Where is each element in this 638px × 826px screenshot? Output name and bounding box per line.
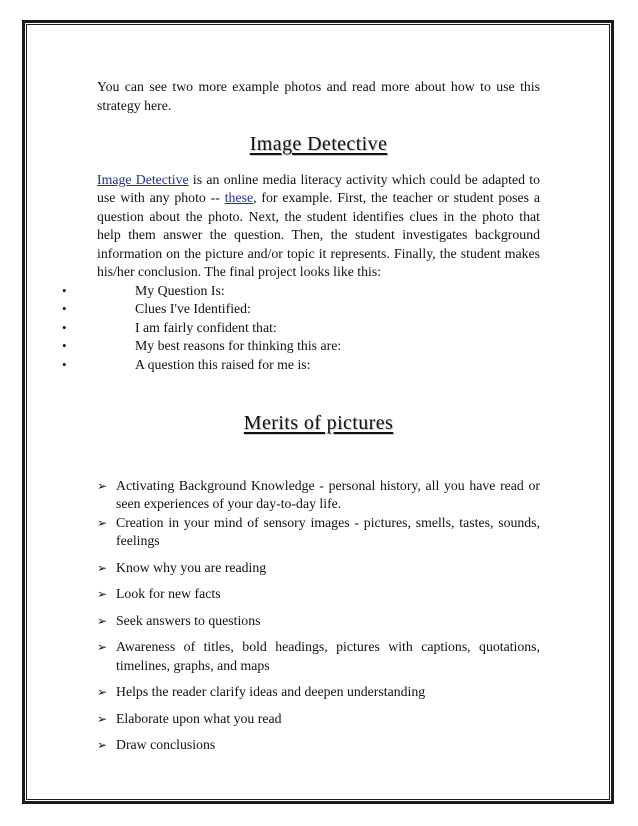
list-item-text: Activating Background Knowledge - personal history, all you have read or seen experiences of your day-to-day life. [116, 477, 540, 511]
image-detective-text-2: , for example. First, the teacher or student poses a question about the photo. Next, the student identifies clues in the photo that help them answer the question. Then, the student investigates background information on the picture and/or topic it represents. Finally, the student makes his/her conclusion. The final project looks like this: [97, 190, 541, 279]
intro-paragraph: You can see two more example photos and read more about how to use this strategy here. [97, 79, 540, 113]
list-item-text: Know why you are reading [116, 559, 267, 575]
list-item-text: Seek answers to questions [116, 612, 261, 628]
bullet-icon: • [62, 301, 67, 316]
list-item [97, 477, 540, 514]
list-item [97, 638, 540, 675]
list-item [97, 736, 540, 755]
arrow-bullet-icon: ➢ [97, 587, 108, 601]
list-item-text: Helps the reader clarify ideas and deepen understanding [116, 684, 426, 699]
bullet-icon: • [62, 356, 67, 372]
arrow-bullet-icon: ➢ [97, 685, 108, 699]
arrow-bullet-icon: ➢ [97, 738, 108, 752]
list-item [97, 585, 540, 604]
arrow-bullet-icon: ➢ [97, 560, 108, 575]
list-item-text: Elaborate upon what you read [116, 710, 282, 726]
list-item [97, 683, 540, 702]
list-item [97, 612, 540, 631]
list-item [97, 710, 540, 729]
list-item-text: My best reasons for thinking this are: [135, 338, 342, 353]
list-item-text: Awareness of titles, bold headings, pictures with captions, quotations, timelines, graphs, and maps [116, 639, 540, 673]
list-item-text: Draw conclusions [116, 737, 216, 752]
bullet-icon: • [62, 319, 67, 335]
arrow-bullet-icon: ➢ [97, 515, 108, 530]
detective-questions-list [62, 282, 540, 375]
image-detective-link[interactable]: Image Detective [97, 171, 189, 187]
arrow-bullet-icon: ➢ [97, 478, 108, 493]
list-item-text: Look for new facts [116, 586, 221, 601]
list-item-text: My Question Is: [135, 282, 225, 298]
image-detective-text-1: is an online media literacy activity which could be adapted to use with any photo -- [97, 171, 540, 205]
list-item-text: Clues I've Identified: [135, 301, 251, 316]
merits-list [97, 477, 540, 755]
list-item [62, 282, 540, 301]
merits-heading: Merits of pictures [243, 412, 394, 434]
image-detective-paragraph [97, 171, 540, 282]
arrow-bullet-icon: ➢ [97, 640, 108, 654]
arrow-bullet-icon: ➢ [97, 613, 108, 628]
list-item [62, 300, 540, 319]
list-item [62, 337, 540, 356]
arrow-bullet-icon: ➢ [97, 711, 108, 726]
these-link[interactable]: these [224, 190, 254, 205]
list-item [62, 356, 540, 375]
bullet-icon: • [62, 338, 67, 353]
list-item-text: I am fairly confident that: [135, 319, 277, 335]
list-item [62, 319, 540, 338]
list-item [97, 514, 540, 551]
list-item [97, 559, 540, 578]
list-item-text: A question this raised for me is: [135, 356, 311, 372]
image-detective-heading: Image Detective [249, 133, 388, 155]
bullet-icon: • [62, 282, 67, 298]
list-item-text: Creation in your mind of sensory images - pictures, smells, tastes, sounds, feelings [116, 514, 540, 548]
document-body [62, 78, 541, 755]
